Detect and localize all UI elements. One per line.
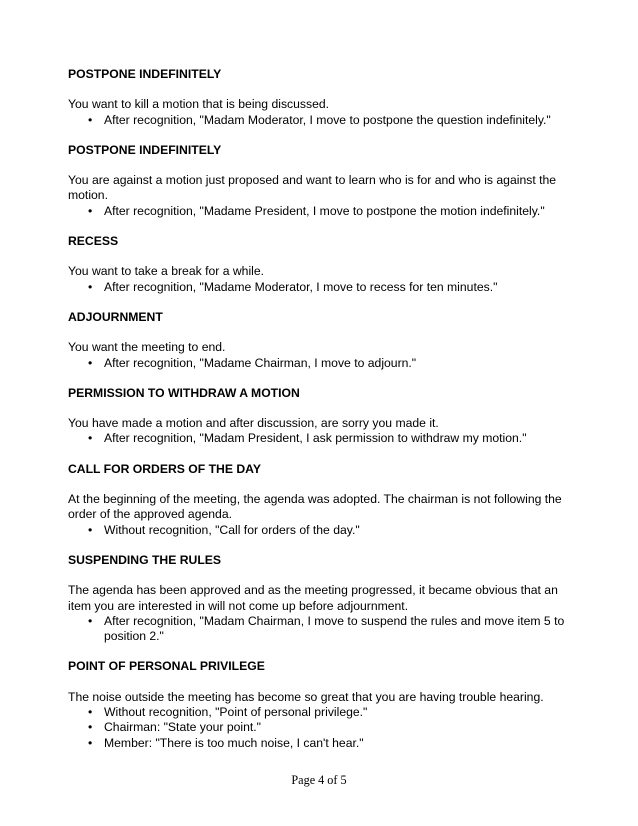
section-description: You have made a motion and after discussion, are sorry you made it. <box>68 416 439 431</box>
bullet-icon: • <box>88 203 93 218</box>
bullet-list <box>68 614 578 645</box>
list-item-text: After recognition, "Madame Moderator, I move to recess for ten minutes." <box>104 279 498 294</box>
section-description: You want the meeting to end. <box>68 340 226 355</box>
bullet-list <box>68 523 578 538</box>
list-item <box>68 523 578 538</box>
document-body <box>68 67 578 766</box>
bullet-list <box>68 204 578 219</box>
list-item-text: After recognition, "Madam Moderator, I move to postpone the question indefinitely." <box>104 112 551 127</box>
bullet-icon: • <box>88 431 93 446</box>
bullet-icon: • <box>88 522 93 537</box>
section-description: The noise outside the meeting has become so great that you are having trouble hearing. <box>68 689 544 704</box>
section-title: POSTPONE INDEFINITELY <box>68 142 222 157</box>
list-item <box>68 204 578 219</box>
bullet-icon: • <box>88 735 93 750</box>
section-description: You want to take a break for a while. <box>68 264 265 279</box>
list-item <box>68 614 578 645</box>
section-description: At the beginning of the meeting, the agenda was adopted. The chairman is not following the order of the approved agenda. <box>68 492 562 522</box>
list-item <box>68 356 578 371</box>
bullet-list <box>68 705 578 751</box>
list-item-text: Member: "There is too much noise, I can't hear." <box>104 735 364 750</box>
section-title: POSTPONE INDEFINITELY <box>68 67 222 81</box>
list-item-text: Without recognition, "Point of personal privilege." <box>104 705 368 720</box>
section-title: SUSPENDING THE RULES <box>68 552 222 567</box>
list-item <box>68 736 578 751</box>
list-item-text: After recognition, "Madam Chairman, I move to suspend the rules and move item 5 to position 2." <box>104 613 565 644</box>
bullet-icon: • <box>88 613 93 628</box>
section-description: The agenda has been approved and as the meeting progressed, it became obvious that an item you are interested in will not come up before adjournment. <box>68 583 558 613</box>
list-item-text: Chairman: "State your point." <box>104 720 262 735</box>
bullet-icon: • <box>88 279 93 294</box>
list-item <box>68 113 578 128</box>
bullet-icon: • <box>88 355 93 370</box>
section <box>68 143 578 219</box>
list-item <box>68 705 578 720</box>
bullet-icon: • <box>88 112 93 127</box>
bullet-list <box>68 113 578 128</box>
bullet-icon: • <box>88 705 93 720</box>
bullet-list <box>68 356 578 371</box>
list-item <box>68 720 578 735</box>
section <box>68 659 578 750</box>
list-item <box>68 431 578 446</box>
bullet-list <box>68 280 578 295</box>
list-item-text: After recognition, "Madam President, I ask permission to withdraw my motion." <box>104 431 527 446</box>
section <box>68 67 578 128</box>
list-item-text: After recognition, "Madame President, I move to postpone the motion indefinitely." <box>104 203 545 218</box>
section-title: PERMISSION TO WITHDRAW A MOTION <box>68 385 300 400</box>
bullet-icon: • <box>88 720 93 735</box>
section-description: You are against a motion just proposed and want to learn who is for and who is against the motion. <box>68 173 557 203</box>
section <box>68 386 578 447</box>
section-title: CALL FOR ORDERS OF THE DAY <box>68 461 261 476</box>
list-item <box>68 280 578 295</box>
section <box>68 553 578 644</box>
list-item-text: After recognition, "Madame Chairman, I move to adjourn." <box>104 355 417 370</box>
page-number: Page 4 of 5 <box>291 773 347 787</box>
section <box>68 234 578 295</box>
section <box>68 462 578 538</box>
section-title: RECESS <box>68 234 119 249</box>
section <box>68 310 578 371</box>
section-description: You want to kill a motion that is being discussed. <box>68 97 330 112</box>
section-title: ADJOURNMENT <box>68 309 163 324</box>
bullet-list <box>68 431 578 446</box>
section-title: POINT OF PERSONAL PRIVILEGE <box>68 659 265 674</box>
list-item-text: Without recognition, "Call for orders of the day." <box>104 522 360 537</box>
